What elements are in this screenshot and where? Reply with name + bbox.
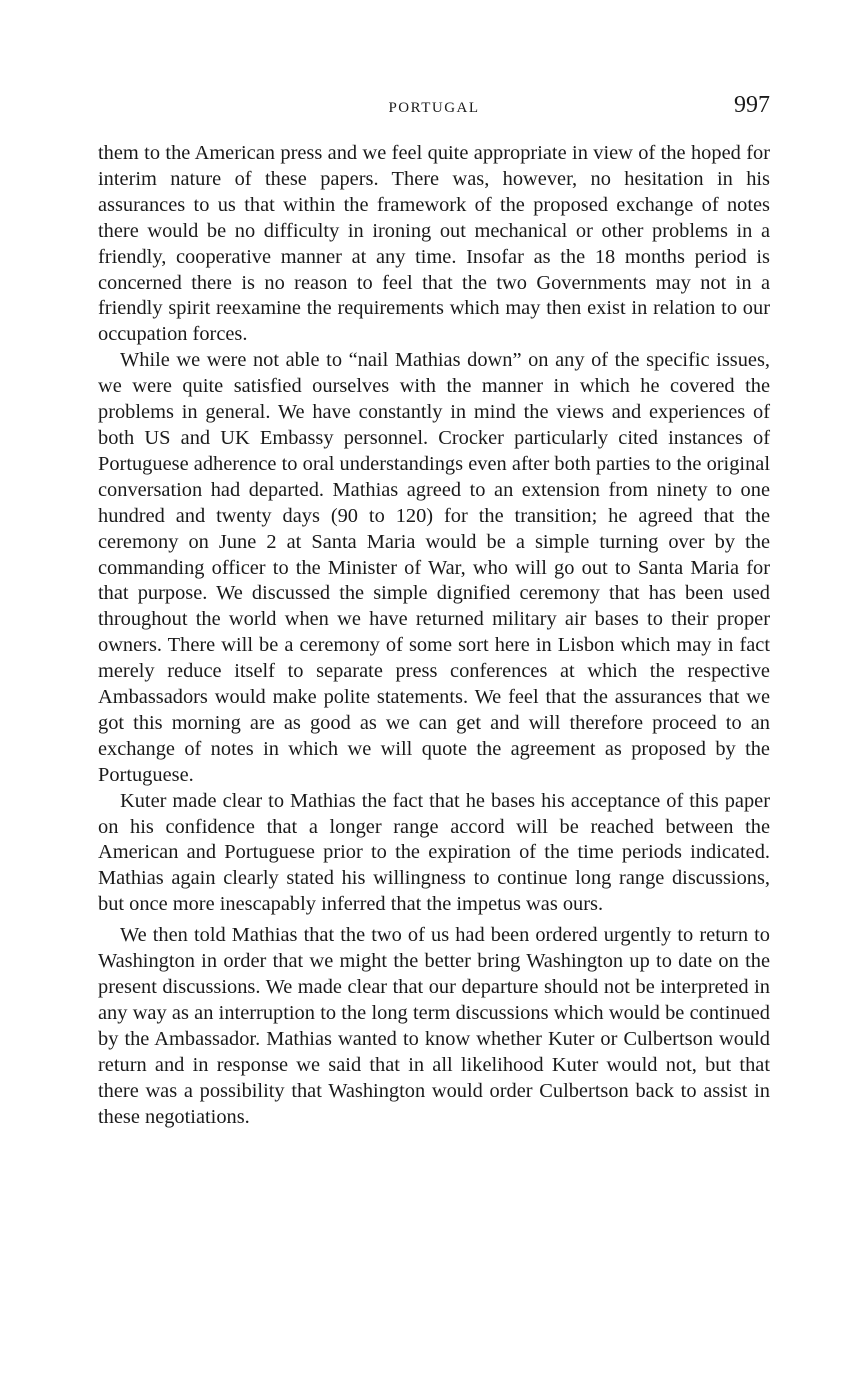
paragraph-nail-mathias: While we were not able to “nail Mathias down” on any of the specific issues, we were quite satisfied ourselves with the manner in which he covered the problems in general. We have constantly in mind the views and experiences of both US and UK Embassy personnel. Crocker particularly cited instances of Portuguese adherence to oral understandings even after both parties to the original conversation had departed. Mathias agreed to an extension from ninety to one hundred and twenty days (90 to 120) for the transition; he agreed that the ceremony on June 2 at Santa Maria would be a simple turning over by the commanding officer to the Minister of War, who will go out to Santa Maria for that purpose. We discussed the simple dignified ceremony that has been used throughout the world when we have returned military air bases to their proper owners. There will be a ceremony of some sort here in Lisbon which may in fact merely reduce itself to separate press conferences at which the respective Ambassadors would make polite statements. We feel that the assurances that we got this morning are as good as we can get and will therefore proceed to an exchange of notes in which we will quote the agreement as proposed by the Portuguese. (98, 349, 770, 786)
paragraph-return-washington: We then told Mathias that the two of us had been ordered urgently to return to Washington in order that we might the better bring Washington up to date on the present discussions. We made clear that our departure should not be interpreted in any way as an interruption to the long term discussions which would be continued by the Ambassador. Mathias wanted to know whether Kuter or Culbertson would return and in response we said that in all likelihood Kuter would not, but that there was a possibility that Washington would order Culbertson back to assist in these negotiations. (98, 924, 770, 1128)
paragraph-kuter-acceptance: Kuter made clear to Mathias the fact that he bases his acceptance of this paper on his confidence that a longer range accord will be reached between the American and Portuguese prior to the expiration of the time periods indicated. Mathias again clearly stated his willingness to continue long range discussions, but once more inescapably inferred that the impetus was ours. (98, 789, 770, 916)
running-head (98, 92, 770, 124)
running-title: PORTUGAL (388, 100, 480, 116)
body-text (98, 141, 770, 1130)
page-number: 997 (734, 92, 770, 118)
paragraph-continued: them to the American press and we feel quite appropriate in view of the hoped for interim nature of these papers. There was, however, no hesitation in his assurances to us that within the framework of the proposed exchange of notes there would be no difficulty in ironing out mechanical or other problems in a friendly, cooperative manner at any time. Insofar as the 18 months period is concerned there is no reason to feel that the two Governments may not in a friendly spirit reexamine the requirements which may then exist in relation to our occupation forces. (98, 142, 770, 346)
